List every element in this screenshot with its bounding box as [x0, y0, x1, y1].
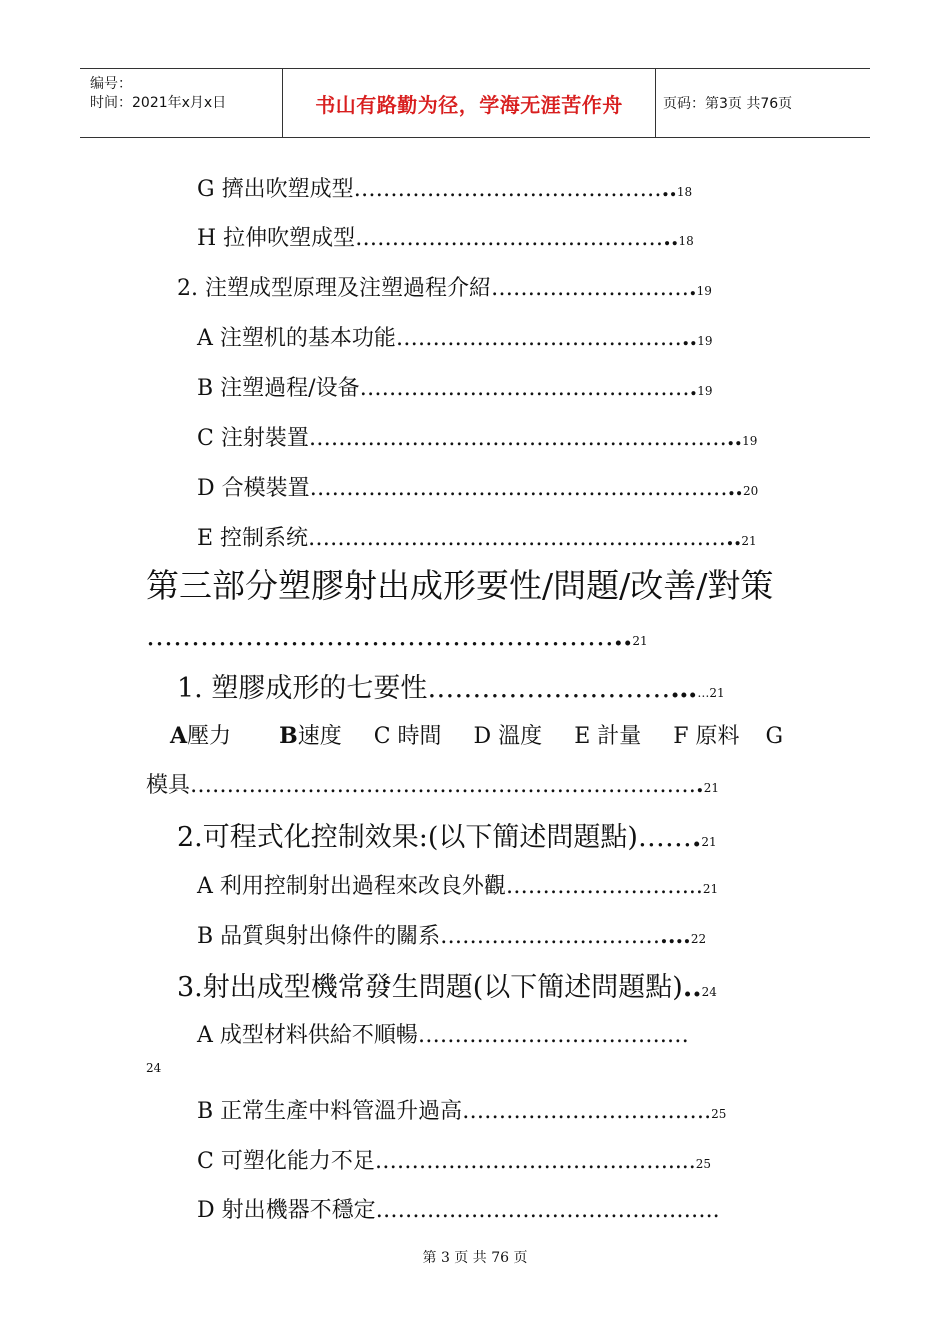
date-label: 时间：2021年x月x日 [90, 95, 227, 111]
toc-page-number: 19 [697, 334, 713, 348]
toc-entry-p2b[interactable]: B 品質與射出條件的關系…………………………....22 [197, 923, 707, 949]
toc-entry-p2a[interactable]: A 利用控制射出過程來改良外觀……………………...21 [197, 874, 719, 899]
header-motto-cell [282, 69, 656, 137]
motto-text: 书山有路勤为径，学海无涯苦作舟 [315, 92, 623, 117]
toc-entry-p3[interactable]: 3.射出成型機常發生問題(以下簡述問題點)..24 [177, 972, 717, 1003]
toc-page-number: 20 [742, 484, 759, 498]
toc-page-number: 25 [695, 1157, 712, 1171]
toc-entry-c[interactable]: C 注射裝置…………………………………………………..19 [197, 425, 758, 451]
header-page-cell [655, 69, 878, 137]
toc-entry-mold[interactable]: 模具…………………………………………………………….21 [146, 772, 719, 798]
page-footer: 第 3 页 共 76 页 [422, 1250, 528, 1266]
toc-page-number: 21 [741, 534, 757, 548]
toc-page-number: 21 [703, 781, 719, 795]
number-label: 编号： [90, 76, 132, 92]
toc-entry-d[interactable]: D 合模裝置…………………………………………………..20 [197, 475, 759, 501]
toc-entry-e[interactable]: E 控制系统…………………………………………………..21 [197, 525, 757, 551]
toc-entry-p1[interactable]: 1. 塑膠成形的七要性……………………………21 [177, 673, 725, 704]
toc-page-number: 24 [701, 985, 717, 999]
toc-page-number-wrapped: 24 [146, 1061, 162, 1075]
factor-list: A壓力 B速度 C 時間 D 溫度 E 計量 F 原料 G [170, 723, 784, 749]
toc-entry-p3b[interactable]: B 正常生產中料管溫升過高…………………………….25 [197, 1099, 727, 1124]
toc-entry-p3c[interactable]: C 可塑化能力不足………………………………….....25 [197, 1149, 712, 1174]
toc-entry-p3d[interactable]: D 射出機器不穩定……………………………………….. [197, 1198, 720, 1223]
toc-page-number: 19 [696, 284, 712, 298]
toc-page-number: 18 [678, 234, 694, 248]
toc-page-number: 19 [697, 384, 713, 398]
toc-entry-b[interactable]: B 注塑過程/设备……………………………………….19 [197, 375, 713, 401]
toc-page-number: 21 [709, 686, 725, 700]
toc-page-number: 21 [702, 882, 719, 896]
toc-entry-h[interactable]: H 拉伸吹塑成型……………………………………..18 [197, 225, 694, 251]
toc-entry-section-2[interactable]: 2. 注塑成型原理及注塑過程介紹……………………….19 [177, 275, 712, 301]
part3-title[interactable]: 第三部分塑膠射出成形要性/問題/改善/對策 [146, 566, 774, 605]
toc-page-number: 22 [690, 932, 707, 946]
toc-entry-p2[interactable]: 2.可程式化控制效果:(以下簡述問題點)…….21 [177, 822, 717, 853]
toc-entry-a[interactable]: A 注塑机的基本功能…………………………………..19 [197, 325, 713, 351]
toc-page-number: 25 [711, 1107, 727, 1121]
toc-page-number: 18 [676, 185, 693, 199]
page-info: 页码：第3页 共76页 [663, 96, 793, 112]
page-header [80, 68, 870, 138]
toc-entry-g[interactable]: G 擠出吹塑成型……………………………………..18 [197, 176, 693, 202]
part3-dots: ……………………………………………...21 [146, 621, 648, 652]
header-left-cell [80, 69, 282, 137]
toc-page-number: 21 [701, 835, 717, 849]
toc-page-number: 21 [632, 634, 648, 648]
toc-entry-p3a[interactable]: A 成型材料供給不順暢…………………………….… [197, 1023, 689, 1048]
toc-page-number: 19 [742, 434, 758, 448]
